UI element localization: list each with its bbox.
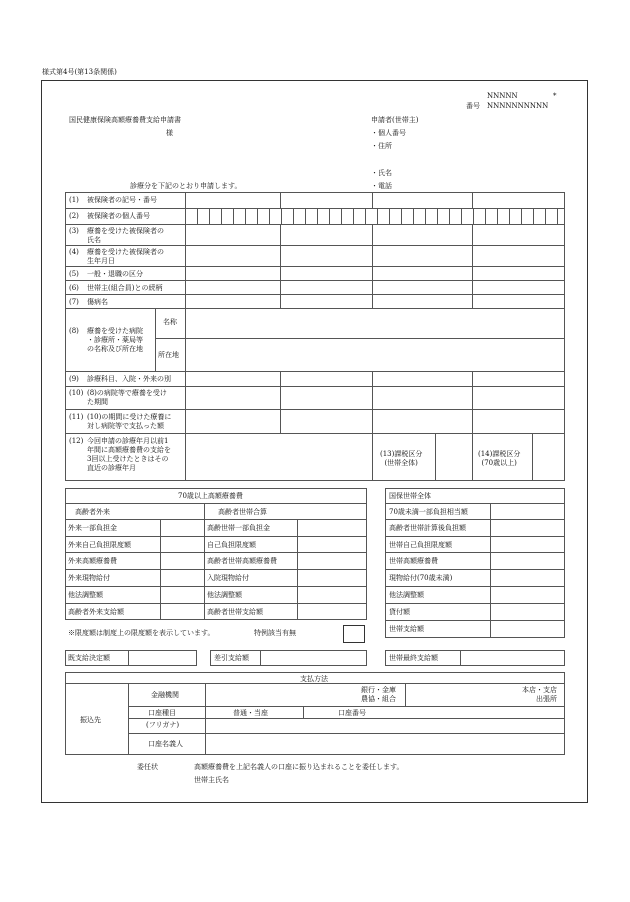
elderly-right-item: 入院現物給付 (207, 574, 249, 582)
elderly-left-item: 外来一部負担金 (68, 524, 117, 532)
row-5-label: 一般・退職の区分 (87, 270, 143, 278)
account-types: 普通・当座 (233, 709, 268, 717)
limit-note: ※限度額は制度上の限度額を表示しています。 (68, 629, 215, 637)
row-9-label: 診療科目、入院・外来の別 (87, 375, 171, 383)
household-item: 70歳未満一部負担相当額 (389, 508, 468, 516)
row-9-num: (9) (69, 375, 79, 383)
row-7-label: 傷病名 (87, 298, 108, 306)
row-7-num: (7) (69, 298, 79, 306)
elderly-left-item: 外来高額療養費 (68, 557, 117, 565)
row-8-name-sublabel: 名称 (163, 318, 177, 326)
household-head-name-label: 世帯主氏名 (194, 776, 229, 784)
account-holder-label: 口座名義人 (148, 740, 183, 748)
elderly-outpatient-title: 高齢者外来 (75, 508, 110, 516)
asterisk-mark: * (553, 92, 557, 100)
row-8-location-sublabel: 所在地 (158, 351, 179, 359)
row-3-label: 療養を受けた被保険者の 氏名 (87, 227, 164, 244)
applicant-phone: ・電話 (371, 182, 392, 190)
row-1-label: 被保険者の記号・番号 (87, 196, 157, 204)
row-12-label: 今回申請の診療年月以前1 年間に高額療養費の支給を 3回以上受けたときはその 直近の診療年月 (87, 437, 171, 472)
form-number-label: 様式第4号(第13条関係) (42, 68, 117, 76)
elderly-household-title: 高齢者世帯合算 (218, 508, 267, 516)
row-2-num: (2) (69, 212, 79, 220)
row-1-num: (1) (69, 196, 79, 204)
row-4-num: (4) (69, 248, 79, 256)
elderly-table (65, 488, 367, 620)
transfer-destination-label: 振込先 (80, 716, 101, 724)
row-6-label: 世帯主(組合員)との続柄 (87, 284, 163, 292)
elderly-right-item: 他法調整額 (207, 591, 242, 599)
payment-title: 支払方法 (300, 675, 328, 683)
tax-class-household: (13)課税区分 (世帯全体) (380, 450, 423, 467)
delegation-label: 委任状 (137, 763, 158, 771)
household-final-payment-label: 世帯最終支給額 (389, 654, 438, 662)
branch-types: 本店・支店 出張所 (522, 686, 557, 703)
row-11-label: (10)の期間に受けた療養に 対し病院等で支払った額 (87, 413, 172, 430)
row-2-label: 被保険者の個人番号 (87, 212, 150, 220)
elderly-right-item: 高齢者世帯高額療養費 (207, 557, 277, 565)
elderly-left-item: 高齢者外来支給額 (68, 608, 124, 616)
row-8-num: (8) (69, 327, 79, 335)
household-item: 世帯支給額 (389, 625, 424, 633)
tax-class-elderly: (14)課税区分 (70歳以上) (478, 450, 521, 467)
household-item: 貸付額 (389, 608, 410, 616)
applicant-name: ・氏名 (371, 169, 392, 177)
addressee: 様 (166, 129, 173, 137)
elderly-right-item: 自己負担限度額 (207, 541, 256, 549)
request-statement: 診療分を下記のとおり申請します。 (130, 182, 242, 190)
account-number-label: 口座番号 (338, 709, 366, 717)
elderly-title: 70歳以上高額療養費 (178, 492, 243, 500)
number-label: 番号 (466, 102, 480, 110)
payment-table (65, 672, 565, 755)
household-item: 世帯自己負担限度額 (389, 541, 452, 549)
delegation-text: 高額療養費を上記名義人の口座に振り込まれることを委任します。 (194, 763, 404, 771)
financial-institution-label: 金融機関 (151, 691, 179, 699)
household-item: 世帯高額療養費 (389, 557, 438, 565)
row-10-num: (10) (69, 389, 84, 397)
elderly-left-item: 他法調整額 (68, 591, 103, 599)
elderly-left-item: 外来自己負担限度額 (68, 541, 131, 549)
row-10-label: (8)の病院等で療養を受け た期間 (87, 389, 167, 406)
special-case-label: 特例該当有無 (254, 629, 296, 637)
bank-types: 銀行・金庫 農協・組合 (361, 686, 396, 703)
special-case-checkbox[interactable] (343, 625, 365, 643)
net-payment-label: 差引支給額 (214, 654, 249, 662)
row-12-num: (12) (69, 437, 84, 445)
code-top: NNNNN (487, 92, 518, 100)
applicant-address: ・住所 (371, 142, 392, 150)
prior-decided-amount-label: 既支給決定額 (68, 654, 110, 662)
household-item: 現物給付(70歳未満) (389, 574, 453, 582)
number-value: NNNNNNNNNN (487, 102, 549, 110)
form-title: 国民健康保険高額療養費支給申請書 (69, 116, 181, 124)
household-title: 国保世帯全体 (389, 492, 431, 500)
elderly-right-item: 高齢世帯一部負担金 (207, 524, 270, 532)
applicant-heading: 申請者(世帯主) (371, 116, 419, 124)
applicant-individual-number: ・個人番号 (371, 129, 406, 137)
row-3-num: (3) (69, 227, 79, 235)
elderly-right-item: 高齢者世帯支給額 (207, 608, 263, 616)
row-8-label: 療養を受けた病院 ・診療所・薬局等 の名称及び所在地 (87, 327, 143, 353)
elderly-left-item: 外来現物給付 (68, 574, 110, 582)
row-4-label: 療養を受けた被保険者の 生年月日 (87, 248, 164, 265)
account-type-label: 口座種目 (148, 709, 176, 717)
furigana-label: (フリガナ) (146, 721, 180, 729)
row-11-num: (11) (69, 413, 84, 421)
row-5-num: (5) (69, 270, 79, 278)
row-6-num: (6) (69, 284, 79, 292)
household-item: 他法調整額 (389, 591, 424, 599)
household-item: 高齢者世帯計算後負担額 (389, 524, 466, 532)
